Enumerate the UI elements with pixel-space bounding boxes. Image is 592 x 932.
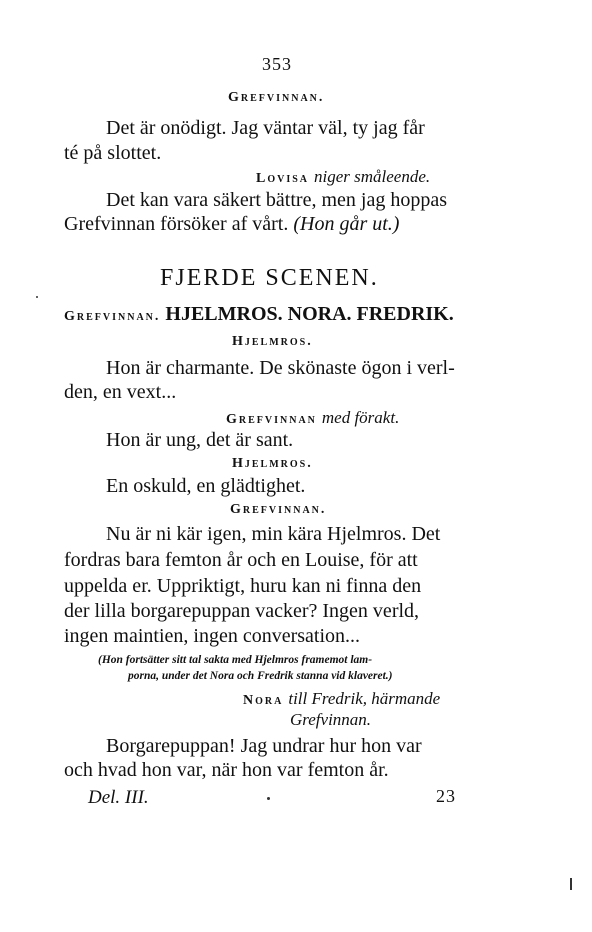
- speaker-grefvinnan: Grefvinnan.: [230, 502, 327, 517]
- text-line: fordras bara femton år och en Louise, för att: [64, 549, 418, 571]
- text-line: och hvad hon var, när hon var femton år.: [64, 759, 389, 781]
- text-line: Hon är charmante. De skönaste ögon i verl-: [106, 357, 455, 379]
- text-line: uppelda er. Uppriktigt, huru kan ni finna den: [64, 575, 422, 597]
- scene-title: FJERDE SCENEN.: [160, 265, 379, 291]
- text-line: ingen maintien, ingen conversation...: [64, 625, 361, 647]
- text-line: [64, 212, 399, 236]
- text-line: den, en vext...: [64, 381, 177, 403]
- text-line: Det kan vara säkert bättre, men jag hoppas: [106, 189, 447, 211]
- text-line: Borgarepuppan! Jag undrar hur hon var: [106, 735, 422, 757]
- stage-direction: [256, 164, 430, 191]
- text-line: En oskuld, en glädtighet.: [106, 475, 306, 497]
- text-line: Det är onödigt. Jag väntar väl, ty jag får: [106, 117, 425, 139]
- speaker-hjelmros: Hjelmros.: [232, 456, 313, 471]
- text-line: Nu är ni kär igen, min kära Hjelmros. Det: [106, 523, 441, 545]
- stage-note: (Hon fortsätter sitt tal sakta med Hjelmros framemot lam-: [98, 654, 373, 666]
- text-fragment: Grefvinnan försöker af vårt.: [64, 213, 289, 235]
- page-number: 353: [262, 54, 292, 74]
- direction-text: med förakt.: [321, 408, 400, 427]
- speaker-hjelmros: Hjelmros.: [232, 334, 313, 349]
- stage-note: porna, under det Nora och Fredrik stanna vid klaveret.): [128, 670, 393, 682]
- cast-grefvinnan: Grefvinnan.: [64, 309, 161, 324]
- ink-speck: [36, 296, 38, 298]
- direction-text: till Fredrik, härmande: [288, 689, 441, 708]
- cast-list: [64, 302, 454, 329]
- speaker-grefvinnan: Grefvinnan.: [228, 90, 325, 105]
- direction-text: Grefvinnan.: [290, 710, 372, 729]
- speaker-grefvinnan: Grefvinnan: [226, 412, 317, 427]
- signature-mark: 23: [436, 786, 456, 806]
- text-line: der lilla borgarepuppan vacker? Ingen verld,: [64, 600, 420, 622]
- speaker-nora: Nora: [243, 693, 284, 708]
- cast-others: HJELMROS. NORA. FREDRIK.: [165, 303, 454, 325]
- ink-speck: [267, 797, 270, 800]
- ink-speck: [570, 878, 572, 890]
- direction-text: niger småleende.: [314, 167, 431, 186]
- speaker-lovisa: Lovisa: [256, 171, 310, 186]
- text-line: té på slottet.: [64, 142, 162, 164]
- stage-direction: (Hon går ut.): [293, 213, 400, 235]
- text-line: Hon är ung, det är sant.: [106, 429, 294, 451]
- volume-mark: Del. III.: [88, 787, 149, 808]
